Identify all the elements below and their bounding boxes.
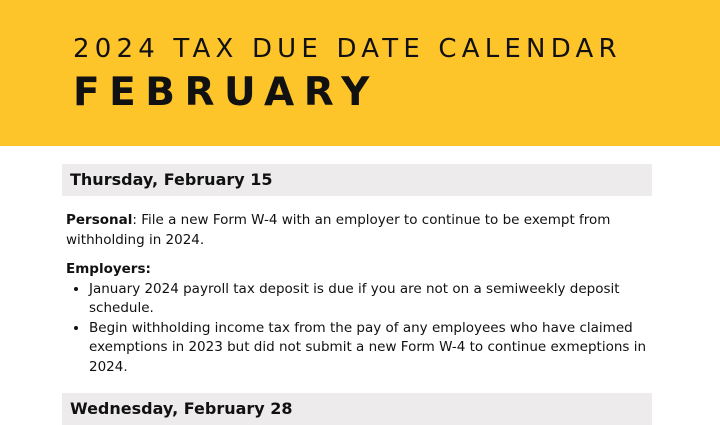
- personal-text: : File a new Form W-4 with an employer to continue to be exempt from withholding in 2024.: [66, 212, 611, 248]
- employers-list: [66, 280, 652, 378]
- date-heading-feb-15: Thursday, February 15: [62, 164, 652, 196]
- personal-paragraph: [66, 211, 648, 250]
- month-title: FEBRUARY: [73, 70, 379, 115]
- personal-label: Personal: [66, 212, 133, 228]
- list-item: • January 2024 payroll tax deposit is due if you are not on a semiweekly deposit schedule.: [89, 280, 652, 319]
- calendar-subtitle: 2024 TAX DUE DATE CALENDAR: [73, 34, 622, 64]
- employers-label: Employers:: [66, 261, 151, 277]
- date-heading-feb-28: Wednesday, February 28: [62, 393, 652, 425]
- calendar-content: [62, 164, 652, 425]
- list-item: • Begin withholding income tax from the pay of any employees who have claimed exemptions in 2023 but did not submit a new Form W-4 to continue exmeptions in 2024.: [89, 319, 652, 378]
- header-banner: [0, 0, 720, 146]
